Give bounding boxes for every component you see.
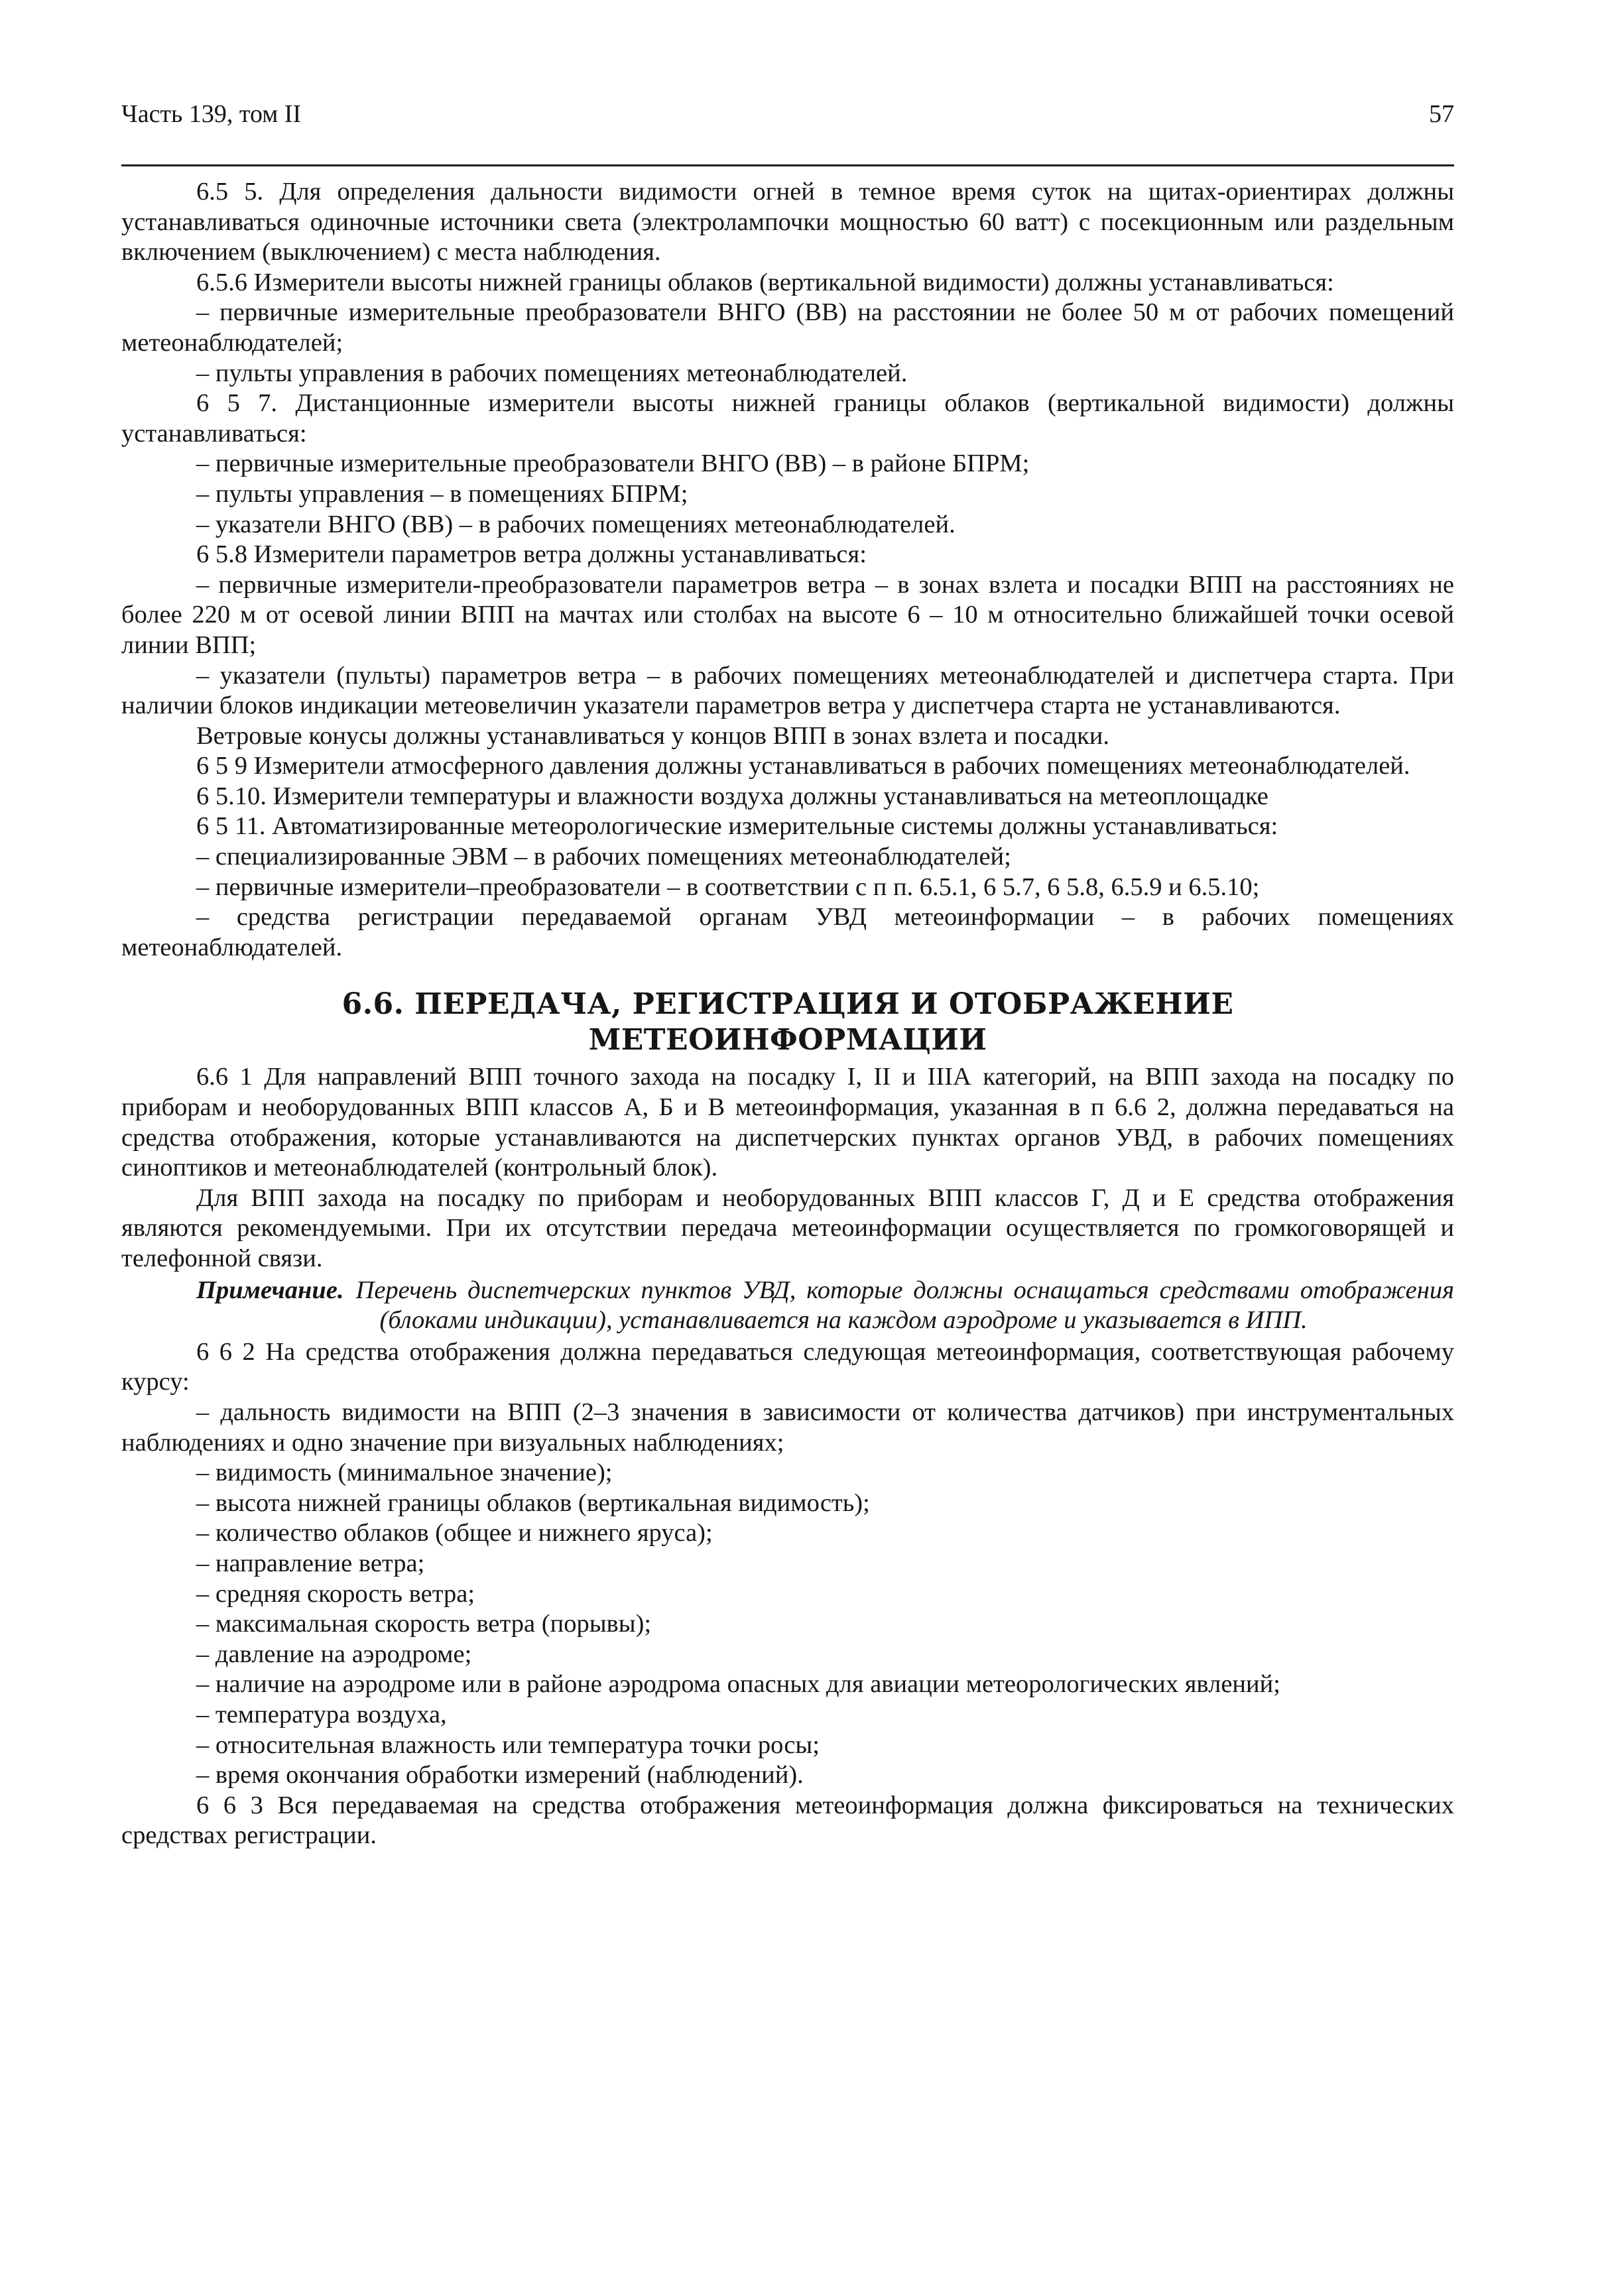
paragraph: 6.6 1 Для направлений ВПП точного захода на посадку I, II и IIIА категорий, на ВПП захода на посадку по приборам и необорудованных ВПП классов А, Б и В метеоинформация, указанная в п 6.6 2, должна передаваться на средства отображения, которые устанавливаются на диспетчерских пунктах органов УВД, в рабочих помещениях синоптиков и метеонаблюдателей (контрольный блок). [121, 1063, 1454, 1182]
paragraph: 6 5 9 Измерители атмосферного давления должны устанавливаться в рабочих помещениях метеонаблюдателей. [196, 752, 1410, 780]
paragraph: 6 5 11. Автоматизированные метеорологические измерительные системы должны устанавливаться: [196, 812, 1278, 841]
list-item: – указатели ВНГО (ВВ) – в рабочих помещениях метеонаблюдателей. [196, 510, 956, 538]
list-item: – время окончания обработки измерений (наблюдений). [196, 1761, 804, 1789]
list-item: – температура воздуха, [196, 1700, 447, 1728]
section-6-6-intro [121, 1062, 1454, 1274]
list-item: – наличие на аэродроме или в районе аэродрома опасных для авиации метеорологических явлений; [196, 1670, 1280, 1699]
list-item: – первичные измерители-преобразователи параметров ветра – в зонах взлета и посадки ВПП на расстояниях не более 220 м от осевой линии ВПП на мачтах или столбах на высоте 6 – 10 м относительно ближайшей точки осевой линии ВПП; [121, 570, 1454, 659]
paragraph: Для ВПП захода на посадку по приборам и необорудованных ВПП классов Г, Д и Е средства отображения являются рекомендуемыми. При их отсутствии передача метеоинформации осуществляется по громкоговорящей и телефонной связи. [121, 1183, 1454, 1272]
note-text: Перечень диспетчерских пунктов УВД, которые должны оснащаться средствами отображения (блоками индикации), устанавливается на каждом аэродроме и указывается в ИПП. [355, 1276, 1454, 1335]
list-item: – относительная влажность или температура точки росы; [196, 1730, 820, 1759]
list-item: – средства регистрации передаваемой органам УВД метеоинформации – в рабочих помещениях метеонаблюдателей. [121, 903, 1454, 961]
list-item: – специализированные ЭВМ – в рабочих помещениях метеонаблюдателей; [196, 843, 1011, 871]
list-item: – высота нижней границы облаков (вертикальная видимость); [196, 1488, 870, 1517]
document-page [121, 99, 1454, 1851]
section-heading [121, 987, 1454, 1058]
list-item: – дальность видимости на ВПП (2–3 значения в зависимости от количества датчиков) при инструментальных наблюдениях и одно значение при визуальных наблюдениях; [121, 1398, 1454, 1457]
page-number: 57 [1429, 100, 1454, 128]
header-rule [121, 164, 1454, 166]
list-item: – средняя скорость ветра; [196, 1579, 475, 1608]
paragraph: 6 5 7. Дистанционные измерители высоты нижней границы облаков (вертикальной видимости) должны устанавливаться: [121, 389, 1454, 448]
note-label: Примечание. [196, 1276, 344, 1304]
list-item: – давление на аэродроме; [196, 1640, 472, 1668]
paragraph: 6 6 2 На средства отображения должна передаваться следующая метеоинформация, соответствующая рабочему курсу: [121, 1337, 1454, 1396]
list-item: – первичные измерительные преобразователи ВНГО (ВВ) – в районе БПРМ; [196, 450, 1030, 478]
list-item: – направление ветра; [196, 1549, 425, 1577]
page-header [121, 99, 1454, 139]
paragraph: 6.5 5. Для определения дальности видимости огней в темное время суток на щитах-ориентирах должны устанавливаться одиночные источники света (электролампочки мощностью 60 ватт) с посекционным или раздельным включением (выключением) с места наблюдения. [121, 178, 1454, 267]
paragraph: 6 5.8 Измерители параметров ветра должны устанавливаться: [196, 540, 867, 569]
paragraph: 6.5.6 Измерители высоты нижней границы облаков (вертикальной видимости) должны устанавливаться: [196, 268, 1334, 296]
paragraph: 6 5.10. Измерители температуры и влажности воздуха должны устанавливаться на метеоплощадке [196, 782, 1268, 810]
running-title: Часть 139, том II [121, 100, 302, 128]
paragraph: Ветровые конусы должны устанавливаться у концов ВПП в зонах взлета и посадки. [196, 721, 1110, 750]
document-body [121, 177, 1454, 1851]
list-item: – пульты управления в рабочих помещениях метеонаблюдателей. [196, 359, 908, 387]
paragraph: 6 6 3 Вся передаваемая на средства отображения метеоинформация должна фиксироваться на технических средствах регистрации. [121, 1791, 1454, 1850]
list-item: – количество облаков (общее и нижнего яруса); [196, 1519, 713, 1547]
section-6-5-continued [121, 177, 1454, 963]
list-item: – первичные измерители–преобразователи – в соответствии с п п. 6.5.1, 6 5.7, 6 5.8, 6.5.9 и 6.5.10; [196, 873, 1260, 901]
section-6-6-list [121, 1337, 1454, 1851]
section-heading-line-1: 6.6. ПЕРЕДАЧА, РЕГИСТРАЦИЯ И ОТОБРАЖЕНИЕ [341, 987, 1234, 1022]
list-item: – указатели (пульты) параметров ветра – в рабочих помещениях метеонаблюдателей и диспетчера старта. При наличии блоков индикации метеовеличин указатели параметров ветра у диспетчера старта не устанавливаются. [121, 661, 1454, 720]
list-item: – пульты управления – в помещениях БПРМ; [196, 479, 688, 508]
list-item: – максимальная скорость ветра (порывы); [196, 1610, 652, 1638]
section-heading-line-2: МЕТЕОИНФОРМАЦИИ [588, 1023, 987, 1057]
note [121, 1276, 1454, 1336]
list-item: – первичные измерительные преобразователи ВНГО (ВВ) на расстоянии не более 50 м от рабочих помещений метеонаблюдателей; [121, 298, 1454, 357]
list-item: – видимость (минимальное значение); [196, 1459, 613, 1487]
